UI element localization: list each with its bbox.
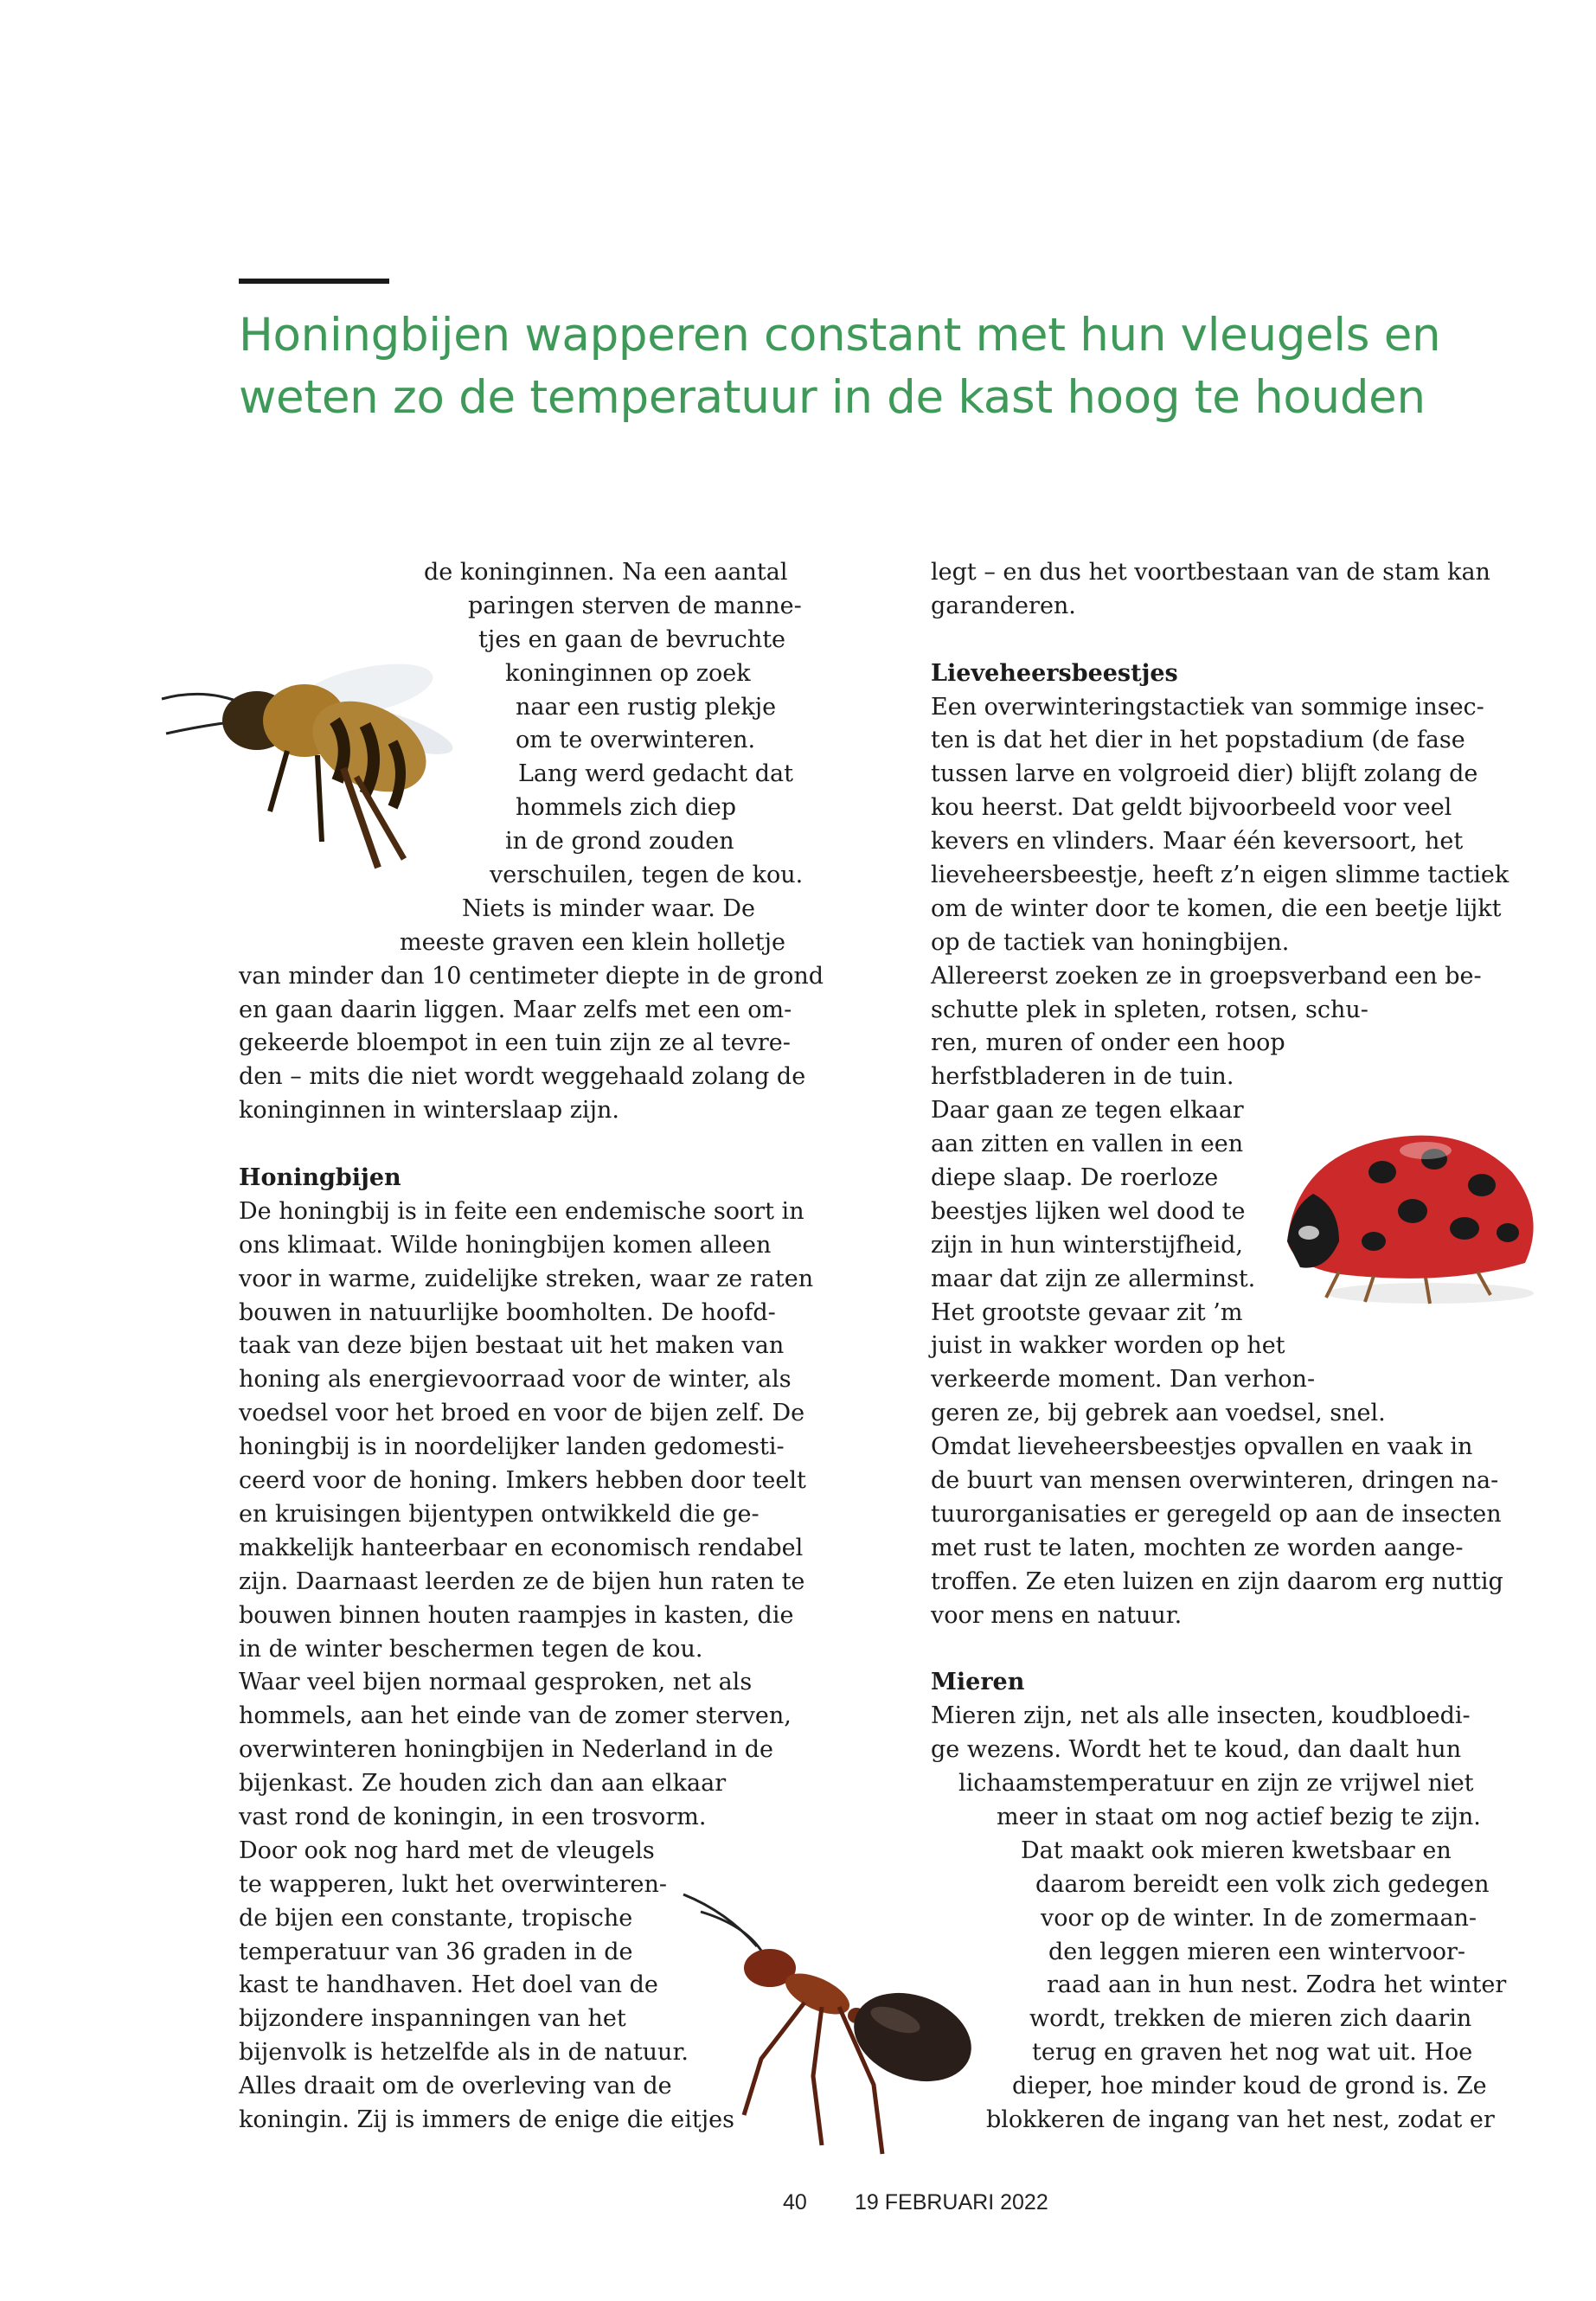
text-line: temperatuur van 36 graden in de [239, 1938, 633, 1965]
text-line: garanderen. [931, 592, 1076, 619]
text-line: ren, muren of onder een hoop [931, 1029, 1285, 1057]
text-line: maar dat zijn ze allerminst. [931, 1265, 1256, 1292]
text-line: de bijen een constante, tropische [239, 1904, 633, 1932]
text-line: voedsel voor het broed en voor de bijen zelf. De [239, 1400, 805, 1427]
text-line: om te overwinteren. [516, 727, 756, 754]
text-line: om de winter door te komen, die een beetje lijkt [931, 894, 1502, 922]
text-line: schutte plek in spleten, rotsen, schu- [931, 996, 1368, 1023]
text-line: bijenkast. Ze houden zich dan aan elkaar [239, 1770, 727, 1798]
text-line: de koninginnen. Na een aantal [424, 559, 788, 586]
text-line: met rust te laten, mochten ze worden aange- [931, 1534, 1464, 1561]
text-line: honingbij is in noordelijker landen gedomesti- [239, 1433, 785, 1461]
text-line: en gaan daarin liggen. Maar zelfs met een om- [239, 996, 792, 1023]
text-line: gekeerde bloempot in een tuin zijn ze al tevre- [239, 1029, 791, 1057]
text-line: honing als energievoorraad voor de winter, als [239, 1366, 792, 1394]
text-line: bijzondere inspanningen van het [239, 2005, 626, 2033]
text-line: Allereerst zoeken ze in groepsverband een be- [931, 962, 1482, 990]
right-column [0, 556, 1596, 2138]
text-line: dieper, hoe minder koud de grond is. Ze [1012, 2073, 1487, 2100]
text-line: Het grootste gevaar zit ’m [931, 1298, 1243, 1326]
section-heading-honingbijen: Honingbijen [239, 1164, 401, 1192]
text-line: en kruisingen bijentypen ontwikkeld die ge- [239, 1500, 760, 1528]
text-line: De honingbij is in feite een endemische soort in [239, 1197, 804, 1225]
text-line: Lang werd gedacht dat [518, 760, 793, 788]
text-line: in de grond zouden [505, 828, 734, 856]
text-line: den leggen mieren een wintervoor- [1048, 1938, 1466, 1965]
text-line: kou heerst. Dat geldt bijvoorbeeld voor veel [931, 794, 1452, 822]
text-line: tussen larve en volgroeid dier) blijft zolang de [931, 760, 1478, 788]
text-line: taak van deze bijen bestaat uit het maken van [239, 1332, 785, 1360]
text-line: te wapperen, lukt het overwinteren- [239, 1870, 667, 1898]
text-line: blokkeren de ingang van het nest, zodat er [986, 2106, 1495, 2133]
headline-line: weten zo de temperatuur in de kast hoog te houden [239, 371, 1426, 424]
text-line: ge wezens. Wordt het te koud, dan daalt hun [931, 1736, 1462, 1764]
text-line: Niets is minder waar. De [462, 894, 756, 922]
section-heading-lieveheersbeestjes: Lieveheersbeestjes [931, 659, 1178, 687]
section-heading-mieren: Mieren [931, 1669, 1025, 1696]
text-line: zijn. Daarnaast leerden ze de bijen hun raten te [239, 1567, 805, 1595]
issue-date: 19 FEBRUARI 2022 [855, 2190, 1048, 2214]
text-line: koninginnen op zoek [505, 659, 751, 687]
text-line: herfstbladeren in de tuin. [931, 1063, 1234, 1091]
text-line: daarom bereidt een volk zich gedegen [1035, 1870, 1490, 1898]
text-line: paringen sterven de manne- [468, 592, 802, 619]
text-line: diepe slaap. De roerloze [931, 1164, 1219, 1192]
text-line: bouwen binnen houten raampjes in kasten, die [239, 1601, 794, 1629]
text-line: verschuilen, tegen de kou. [490, 862, 804, 889]
text-line: ons klimaat. Wilde honingbijen komen alleen [239, 1231, 772, 1259]
text-line: Een overwinteringstactiek van sommige insec- [931, 693, 1484, 721]
text-line: juist in wakker worden op het [931, 1332, 1285, 1360]
text-line: terug en graven het nog wat uit. Hoe [1032, 2039, 1473, 2067]
text-line: lichaamstemperatuur en zijn ze vrijwel niet [958, 1770, 1474, 1798]
text-line: voor mens en natuur. [931, 1601, 1183, 1629]
text-line: ten is dat het dier in het popstadium (de fase [931, 727, 1465, 754]
text-line: Waar veel bijen normaal gesproken, net als [239, 1669, 753, 1696]
text-line: wordt, trekken de mieren zich daarin [1029, 2005, 1472, 2033]
text-line: Alles draait om de overleving van de [239, 2073, 672, 2100]
text-line: Daar gaan ze tegen elkaar [931, 1097, 1244, 1125]
text-line: legt – en dus het voortbestaan van de stam kan [931, 559, 1490, 586]
text-line: raad aan in hun nest. Zodra het winter [1047, 1971, 1507, 1999]
text-line: verkeerde moment. Dan verhon- [931, 1366, 1316, 1394]
text-line: kevers en vlinders. Maar één keversoort, het [931, 828, 1464, 856]
text-line: bouwen in natuurlijke boomholten. De hoofd- [239, 1298, 776, 1326]
text-line: hommels, aan het einde van de zomer sterven, [239, 1702, 792, 1730]
text-line: vast rond de koningin, in een trosvorm. [239, 1803, 707, 1830]
text-line: koningin. Zij is immers de enige die eitjes [239, 2106, 734, 2133]
text-line: zijn in hun winterstijfheid, [931, 1231, 1244, 1259]
text-line: Omdat lieveheersbeestjes opvallen en vaak in [931, 1433, 1473, 1461]
text-line: meer in staat om nog actief bezig te zijn. [997, 1803, 1481, 1830]
text-line: in de winter beschermen tegen de kou. [239, 1635, 703, 1663]
text-line: naar een rustig plekje [516, 693, 777, 721]
text-line: lieveheersbeestje, heeft z’n eigen slimme tactiek [931, 862, 1509, 889]
text-line: ceerd voor de honing. Imkers hebben door teelt [239, 1467, 806, 1495]
text-line: den – mits die niet wordt weggehaald zolang de [239, 1063, 806, 1091]
headline-line: Honingbijen wapperen constant met hun vleugels en [239, 309, 1441, 362]
text-line: op de tactiek van honingbijen. [931, 928, 1290, 956]
text-line: aan zitten en vallen in een [931, 1131, 1244, 1158]
text-line: geren ze, bij gebrek aan voedsel, snel. [931, 1400, 1386, 1427]
text-line: bijenvolk is hetzelfde als in de natuur. [239, 2039, 689, 2067]
headline-rule [239, 279, 389, 284]
text-line: troffen. Ze eten luizen en zijn daarom erg nuttig [931, 1567, 1503, 1595]
text-line: tjes en gaan de bevruchte [478, 625, 786, 653]
text-line: Door ook nog hard met de vleugels [239, 1836, 655, 1864]
text-line: kast te handhaven. Het doel van de [239, 1971, 658, 1999]
text-line: hommels zich diep [516, 794, 737, 822]
text-line: Mieren zijn, net als alle insecten, koudbloedi- [931, 1702, 1471, 1730]
text-line: makkelijk hanteerbaar en economisch rendabel [239, 1534, 804, 1561]
text-line: beestjes lijken wel dood te [931, 1197, 1246, 1225]
text-line: Dat maakt ook mieren kwetsbaar en [1021, 1836, 1452, 1864]
text-line: voor in warme, zuidelijke streken, waar ze raten [239, 1265, 814, 1292]
pull-quote-headline [239, 304, 1502, 429]
text-line: van minder dan 10 centimeter diepte in de grond [239, 962, 824, 990]
page-number: 40 [783, 2190, 807, 2214]
text-line: overwinteren honingbijen in Nederland in de [239, 1736, 774, 1764]
text-line: koninginnen in winterslaap zijn. [239, 1097, 619, 1125]
text-line: voor op de winter. In de zomermaan- [1041, 1904, 1477, 1932]
text-line: tuurorganisaties er geregeld op aan de insecten [931, 1500, 1502, 1528]
text-line: de buurt van mensen overwinteren, dringen na- [931, 1467, 1499, 1495]
text-line: meeste graven een klein holletje [400, 928, 785, 956]
